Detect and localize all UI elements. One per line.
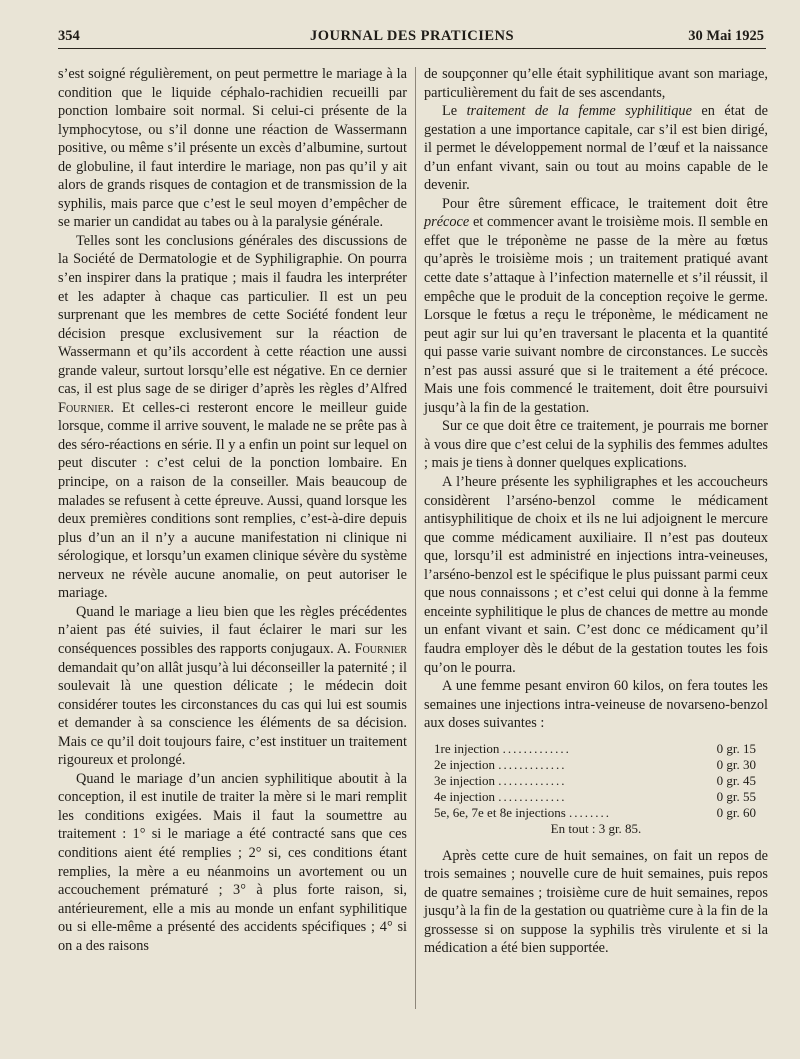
emphasis: traitement de la femme syphilitique	[466, 103, 692, 120]
dose-value: 0 gr. 60	[716, 804, 756, 820]
left-column	[58, 65, 407, 955]
page-header	[58, 26, 766, 49]
table-row: 3e injection ............. 0 gr. 45	[434, 772, 756, 788]
dose-label: 3e injection	[434, 772, 496, 788]
column-divider	[415, 67, 416, 1009]
page-number: 354	[58, 28, 80, 44]
paragraph: Quand le mariage a lieu bien que les règles précédentes n’aient pas été suivies, il faut éclairer le mari sur les conséquences possibles des rapports conjugaux. A. Fournier demandait qu’on allât jusqu’à lui déconseiller la paternité ; il soulevait là une question délicate ; le médecin doit considérer toutes les circonstances du cas qui lui est soumis et demander à sa conscience les éléments de sa décision. Mais ce qu’il doit toujours faire, c’est instituer un traitement rigoureux et prolongé.	[58, 603, 407, 769]
paragraph: A l’heure présente les syphiligraphes et les accoucheurs considèrent l’arséno-benzol comme le médicament antisyphilitique de choix et ils ne lui adjoignent le mercure que comme médicament auxiliaire. Il n’est pas douteux que, lorsqu’il est administré en injections intra-veineuses, l’arséno-benzol est le spécifique le plus puissant parmi ceux que nous connaissons ; et c’est celui qui donne à la femme enceinte syphilitique le plus de chances de mettre au monde un enfant vivant et sain. C’est donc ce médicament qu’il faudra employer dès le début de la gestation toutes les fois qu’on le pourra.	[424, 474, 768, 676]
paragraph: de soupçonner qu’elle était syphilitique avant son mariage, particulièrement du fait de ses ascendants,	[424, 66, 768, 101]
dose-label: 1re injection	[434, 740, 500, 756]
issue-date: 30 Mai 1925	[688, 28, 764, 44]
dosage-table	[434, 741, 756, 821]
dose-value: 0 gr. 30	[716, 756, 756, 772]
dose-value: 0 gr. 15	[716, 740, 756, 756]
paragraph: A une femme pesant environ 60 kilos, on fera toutes les semaines une injections intra-veineuse de novarseno-benzol aux doses suivantes :	[424, 678, 768, 732]
paragraph: Telles sont les conclusions générales des discussions de la Société de Dermatologie et de Syphiligraphie. On pourra s’en inspirer dans la pratique ; mais il faudra les interpréter et les adapter à chaque cas particulier. Il est un peu surprenant que les membres de cette Société fondent leur décision presque exclusivement sur la réaction de Wassermann et qu’ils accordent à cette réaction une aussi grande valeur, surtout lorsqu’elle est négative. En ce dernier cas, il est plus sage de se diriger d’après les règles d’Alfred Fournier. Et celles-ci resteront encore le meilleur guide lorsque, comme il arrive souvent, le malade ne se prête pas à des séro-réactions en série. Il y a enfin un point sur lequel on peut discuter : c’est celui de la ponction lombaire. En principe, on a raison de la conseiller. Mais beaucoup de malades se refusent à cette épreuve. Aussi, quand lorsque les deux premières conditions sont remplies, c’est-à-dire depuis plus d’un an il n’y a aucune manifestation ni clinique ni sérologique, et lorsqu’un examen clinique sévère du système nerveux ne révèle aucune anomalie, on peut autoriser le mariage.	[58, 232, 407, 602]
table-row: 1re injection ............. 0 gr. 15	[434, 740, 756, 756]
paragraph: s’est soigné régulièrement, on peut permettre le mariage à la condition que le liquide céphalo-rachidien recueilli par ponction lombaire soit normal. Si celui-ci présente de la lymphocytose, ou s’il donne une réaction de Wassermann positive, ou même s’il présente un excès d’albumine, surtout de globuline, il faut interdire le mariage, non pas qu’il y ait alors de grands risques de contagion et de transmission de la syphilis, mais parce que c’est le seul moyen d’empêcher de se marier un candidat au tabes ou à la paralysie générale.	[58, 66, 407, 231]
dose-label: 2e injection	[434, 756, 496, 772]
table-row: 4e injection ............. 0 gr. 55	[434, 788, 756, 804]
author-name: Fournier	[354, 640, 407, 657]
paragraph: Le traitement de la femme syphilitique en état de gestation a une importance capitale, car s’il est bien dirigé, il permet le développement normal de l’œuf et la naissance d’un enfant vivant, sain ou tout au moins capable de le devenir.	[424, 103, 768, 194]
emphasis: précoce	[424, 214, 470, 231]
paragraph: Après cette cure de huit semaines, on fait un repos de trois semaines ; nouvelle cure de huit semaines, puis repos de quatre semaines ; troisième cure de huit semaines, repos jusqu’à la fin de la gestation ou quatrième cure à la fin de la grossesse si on suppose la syphilis très virulente et si la médication a été bien supportée.	[424, 847, 768, 957]
journal-title: JOURNAL DES PRATICIENS	[309, 28, 515, 44]
right-column	[424, 65, 768, 958]
table-row: 2e injection ............. 0 gr. 30	[434, 756, 756, 772]
dose-value: 0 gr. 45	[716, 772, 756, 788]
paragraph: Pour être sûrement efficace, le traitement doit être précoce et commencer avant le troisième mois. Il semble en effet que le tréponème ne passe de la mère au fœtus qu’après le troisième mois ; un traitement pratiqué avant cette date s’attaque à l’infection maternelle et s’il réussit, il empêche que le produit de la conception reçoive le germe. Lorsque le fœtus a reçu le tréponème, le médicament ne peut agir sur lui qu’en traversant le placenta et la quantité qui passe varie suivant nombre de circonstances. Le succès n’est pas aussi assuré que si le traitement a été précoce. Mais une fois commencé le traitement, doit être poursuivi jusqu’à la fin de la gestation.	[424, 195, 768, 416]
dose-label: 4e injection	[434, 788, 496, 804]
dose-total: En tout : 3 gr. 85.	[550, 820, 642, 836]
paragraph: Sur ce que doit être ce traitement, je pourrais me borner à vous dire que c’est celui de la syphilis des femmes adultes ; mais je tiens à donner quelques explications.	[424, 418, 768, 472]
dose-value: 0 gr. 55	[716, 788, 756, 804]
author-name: Fournier	[58, 399, 111, 416]
paragraph: Quand le mariage d’un ancien syphilitique aboutit à la conception, il est inutile de traiter la mère si le mari remplit les conditions exigées. Mais il faut la soumettre au traitement : 1° si le mariage a été contracté sans que ces conditions aient été remplies ; 2° si, ces conditions étant remplies, la mère a eu néanmoins un avortement ou un accouchement prématuré ; 3° à plus forte raison, si, antérieurement, elle a mis au monde un enfant syphilitique ou si elle-même a présenté des accidents spécifiques ; 4° si on a des raisons	[58, 770, 407, 954]
dose-label: 5e, 6e, 7e et 8e injections	[434, 804, 566, 820]
table-row: 5e, 6e, 7e et 8e injections ........ 0 gr. 60	[434, 804, 756, 820]
